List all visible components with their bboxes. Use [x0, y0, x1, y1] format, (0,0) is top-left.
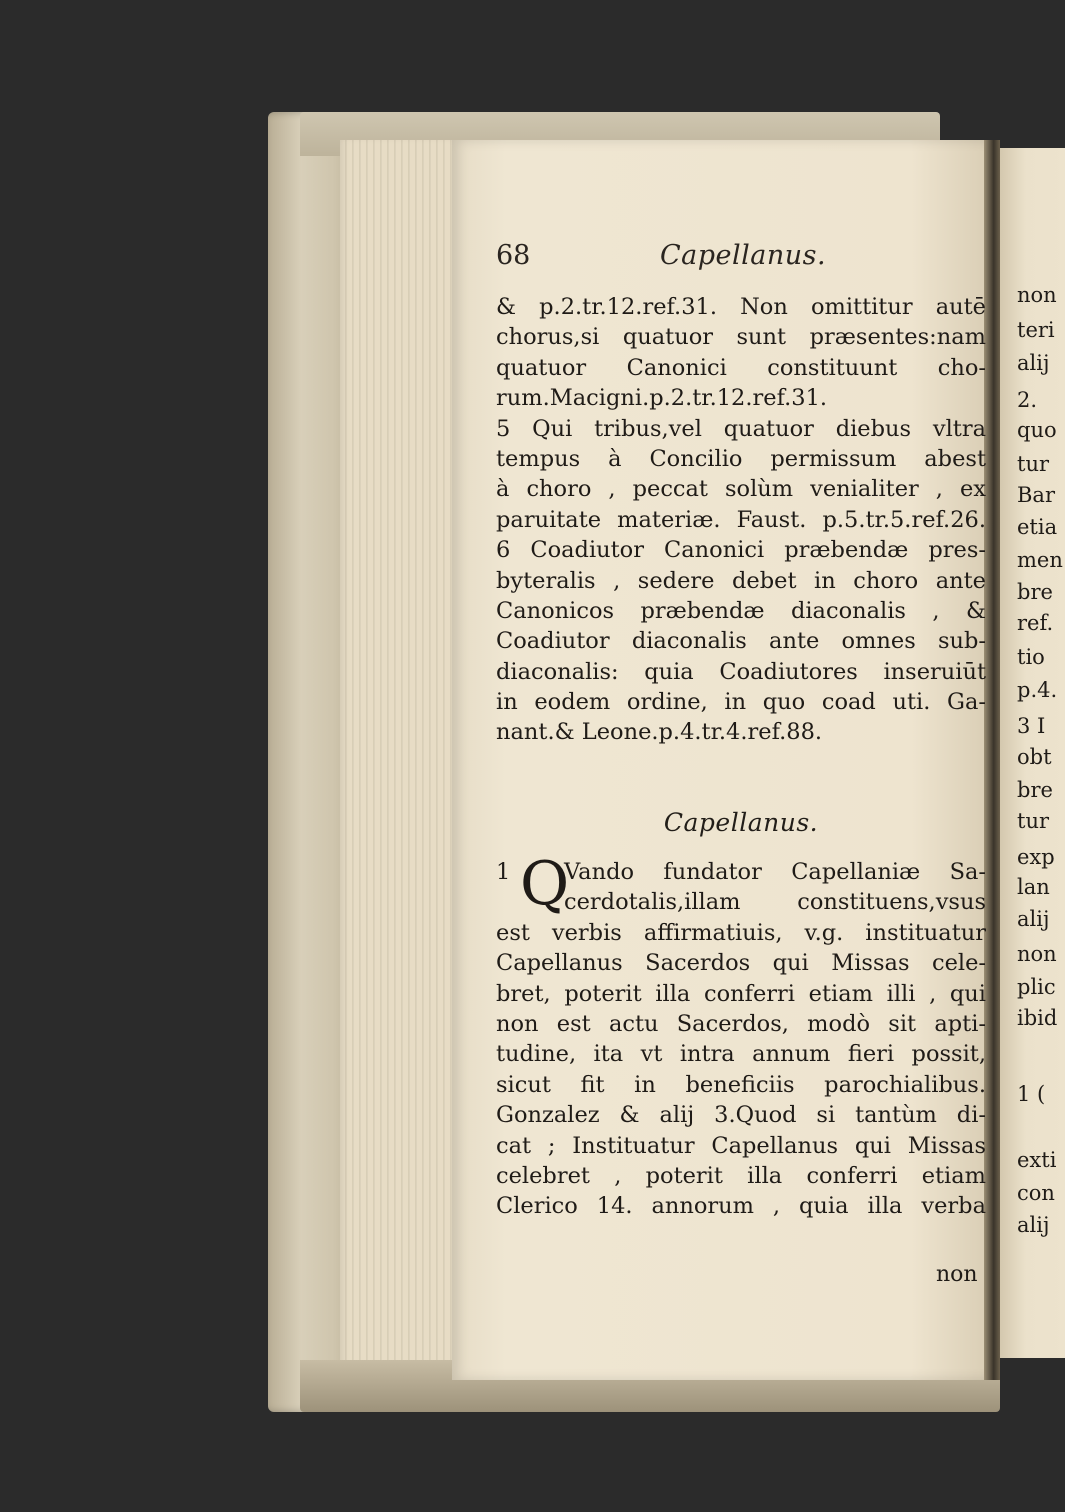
text-line: chorus,si quatuor sunt præsentes:nam	[496, 324, 986, 351]
text-line: cerdotalis,illam constituens,vsus	[564, 889, 986, 916]
text-line: Capellanus Sacerdos qui Missas cele-	[496, 950, 986, 977]
right-page-fragment: non	[1017, 283, 1057, 307]
page-number: 68	[496, 240, 531, 271]
right-page-fragment: exti	[1017, 1148, 1057, 1172]
right-page-fragment: 2.	[1017, 388, 1038, 412]
body-text-top	[496, 292, 986, 748]
running-title: Capellanus.	[660, 240, 827, 271]
right-page-fragment: 3 I	[1017, 714, 1046, 738]
right-page-fragment: bre	[1017, 778, 1053, 802]
right-page-fragment: alij	[1017, 907, 1050, 931]
text-line: Clerico 14. annorum , quia illa verba	[496, 1193, 986, 1220]
text-line: celebret , poterit illa conferri etiam	[496, 1162, 986, 1189]
text-line: 5 Qui tribus,vel quatuor diebus vltra	[496, 415, 986, 442]
page-edges	[340, 140, 460, 1390]
drop-cap: Q	[520, 849, 570, 919]
text-line: in eodem ordine, in quo coad uti. Ga-	[496, 689, 986, 716]
text-line: non est actu Sacerdos, modò sit apti-	[496, 1010, 986, 1037]
text-line: rum.Macigni.p.2.tr.12.ref.31.	[496, 385, 828, 412]
right-page-fragment: tur	[1017, 809, 1050, 833]
book-gutter	[984, 140, 1000, 1380]
right-page-fragment: men	[1017, 548, 1063, 572]
right-page-fragment: non	[1017, 942, 1057, 966]
right-page-fragment: plic	[1017, 975, 1056, 999]
right-page-fragment: teri	[1017, 318, 1055, 342]
right-page-fragment: Bar	[1017, 483, 1055, 507]
right-page-fragment: exp	[1017, 845, 1055, 869]
text-line: tempus à Concilio permissum abest	[496, 445, 986, 472]
right-page-fragment: 1 (	[1017, 1082, 1046, 1106]
text-line: à choro , peccat solùm venialiter , ex	[496, 476, 986, 503]
text-line: quatuor Canonici constituunt cho-	[496, 354, 986, 381]
text-line: bret, poterit illa conferri etiam illi , qui	[496, 980, 986, 1007]
text-line: diaconalis: quia Coadiutores inseruiūt	[496, 658, 986, 685]
text-line: Coadiutor diaconalis ante omnes sub-	[496, 628, 986, 655]
right-page-fragment: alij	[1017, 351, 1050, 375]
text-line: est verbis affirmatiuis, v.g. instituatur	[496, 919, 986, 946]
right-page-fragment: tio	[1017, 645, 1045, 669]
section-heading: Capellanus.	[663, 808, 819, 837]
right-page-fragment: obt	[1017, 745, 1052, 769]
text-line: nant.& Leone.p.4.tr.4.ref.88.	[496, 719, 823, 746]
right-page-fragment: etia	[1017, 515, 1058, 539]
text-line: paruitate materiæ. Faust. p.5.tr.5.ref.26.	[496, 506, 986, 533]
text-line: 6 Coadiutor Canonici præbendæ pres-	[496, 537, 986, 564]
right-page-fragment: p.4.	[1017, 678, 1058, 702]
catchword: non	[936, 1262, 978, 1287]
text-line: sicut fit in beneficiis parochialibus.	[496, 1071, 986, 1098]
text-line: cat ; Instituatur Capellanus qui Missas	[496, 1132, 986, 1159]
right-page-fragment: lan	[1017, 875, 1050, 899]
text-line: Canonicos præbendæ diaconalis , &	[496, 597, 986, 624]
right-page-fragment: alij	[1017, 1213, 1050, 1237]
right-page-fragment: con	[1017, 1181, 1055, 1205]
right-page-fragment: tur	[1017, 452, 1050, 476]
text-line: tudine, ita vt intra annum fieri possit,	[496, 1041, 986, 1068]
text-line: Gonzalez & alij 3.Quod si tantùm di-	[496, 1102, 986, 1129]
text-line: Vando fundator Capellaniæ Sa-	[564, 859, 986, 885]
paragraph-number: 1	[496, 859, 511, 885]
text-line: & p.2.tr.12.ref.31. Non omittitur autē	[496, 294, 986, 320]
right-page-fragment: quo	[1017, 418, 1057, 442]
text-line: byteralis , sedere debet in choro ante	[496, 567, 986, 594]
running-head	[496, 240, 986, 280]
right-page-fragment: ibid	[1017, 1006, 1058, 1030]
right-page-fragment: ref.	[1017, 611, 1054, 635]
right-page-fragment: bre	[1017, 580, 1053, 604]
body-text-section	[496, 857, 986, 1222]
first-line	[496, 857, 986, 887]
